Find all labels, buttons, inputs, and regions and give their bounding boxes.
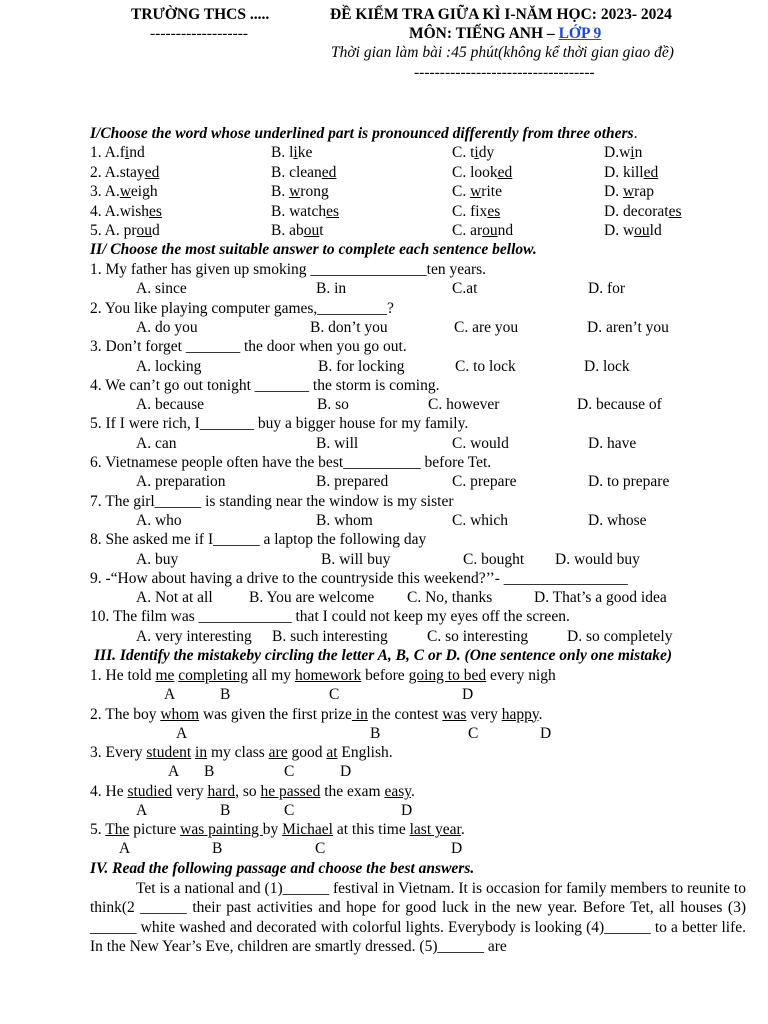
answer-option[interactable]: C. so interesting: [427, 627, 529, 645]
option-letter[interactable]: C: [468, 724, 479, 742]
part1-title-end: .: [633, 125, 638, 142]
option-letter[interactable]: C: [284, 801, 295, 819]
mistake-sentence: 4. He studied very hard, so he passed the exam easy.: [90, 782, 415, 800]
question-text: 4. We can’t go out tonight _______ the storm is coming.: [90, 376, 440, 394]
word-option: C. around: [452, 222, 514, 239]
option-letter[interactable]: C: [329, 686, 340, 703]
option-letter[interactable]: C: [315, 840, 326, 858]
exam-title: ĐỀ KIỂM TRA GIỮA KÌ I-NĂM HỌC: 2023- 2024: [330, 6, 672, 23]
option-letter[interactable]: A: [119, 840, 131, 858]
word-option: B. cleaned: [271, 164, 337, 181]
option-letter[interactable]: B: [220, 801, 231, 819]
option-letter[interactable]: D: [451, 840, 463, 858]
part1-title-text: I/Choose the word whose underlined part is pronounced differently from three others: [90, 125, 634, 142]
part2-title: II/ Choose the most suitable answer to complete each sentence bellow.: [90, 241, 537, 258]
option-letter[interactable]: D: [540, 724, 552, 742]
answer-option[interactable]: A. buy: [136, 550, 179, 568]
title-divider: -----------------------------------: [414, 64, 595, 81]
answer-option[interactable]: B. such interesting: [272, 627, 388, 645]
word-option: 3. A.weigh: [90, 183, 158, 200]
answer-option[interactable]: A. do you: [136, 318, 198, 336]
answer-option[interactable]: D. so completely: [567, 627, 673, 645]
answer-option[interactable]: B. prepared: [316, 473, 389, 491]
word-option: 5. A. proud: [90, 222, 160, 239]
answer-option[interactable]: B. for locking: [318, 357, 405, 375]
answer-option[interactable]: A. who: [136, 511, 182, 529]
question-text: 10. The film was ____________ that I could not keep my eyes off the screen.: [90, 608, 570, 626]
word-option: B. watches: [271, 203, 340, 220]
time-note: Thời gian làm bài :45 phút(không kể thời gian giao đề): [331, 44, 674, 61]
answer-option[interactable]: A. locking: [136, 357, 202, 375]
word-option: D. would: [604, 222, 662, 239]
passage-text: Tet is a national and (1)______ festival in Vietnam. It is occasion for family members to reunite to think(2 ______ their past activities and hope for good luck in the new year. Before Tet, all houses (3) ______ white washed and decorated with colorful lights. Everybody is looking (4)______ to a better life. In the New Year’s Eve, children are smartly dressed. (5)______ are: [90, 880, 746, 956]
option-letter[interactable]: D: [462, 686, 474, 703]
question-text: 8. She asked me if I______ a laptop the following day: [90, 531, 427, 549]
answer-option[interactable]: B. in: [316, 280, 347, 298]
word-option: D.win: [604, 144, 643, 161]
part3-title: III. Identify the mistakeby circling the letter A, B, C or D. (One sentence only one mistake): [94, 647, 673, 664]
question-text: 6. Vietnamese people often have the best__________ before Tet.: [90, 454, 492, 471]
answer-option[interactable]: A. can: [136, 434, 177, 452]
answer-option[interactable]: C. bought: [463, 550, 525, 568]
question-text: 7. The girl______ is standing near the window is my sister: [90, 492, 454, 510]
mistake-sentence: 2. The boy whom was given the first prize in the contest was very happy.: [90, 705, 543, 723]
question-text: 9. -“How about having a drive to the countryside this weekend?’’- ________________: [90, 569, 628, 587]
option-letter[interactable]: A: [164, 686, 176, 703]
word-option: B. wrong: [271, 183, 329, 200]
answer-option[interactable]: D. whose: [588, 511, 647, 529]
word-option: 2. A.stayed: [90, 164, 160, 181]
answer-option[interactable]: D. That’s a good idea: [534, 589, 667, 607]
subject-line: [409, 25, 601, 43]
word-option: 4. A.wishes: [90, 203, 162, 220]
answer-option[interactable]: D. have: [588, 434, 637, 452]
question-text: 5. If I were rich, I_______ buy a bigger house for my family.: [90, 415, 469, 433]
answer-option[interactable]: B. whom: [316, 511, 373, 529]
word-option: B. like: [271, 144, 313, 161]
answer-option[interactable]: C. to lock: [455, 357, 516, 375]
answer-option[interactable]: C. prepare: [452, 473, 517, 491]
part1-title: [90, 125, 637, 143]
word-option: B. about: [271, 222, 324, 239]
word-option: D. wrap: [604, 183, 654, 200]
answer-option[interactable]: D. to prepare: [588, 473, 670, 491]
word-option: C. looked: [452, 164, 513, 181]
word-option: C. tidy: [452, 144, 495, 161]
answer-option[interactable]: B. will: [316, 434, 359, 452]
answer-option[interactable]: B. You are welcome: [249, 589, 375, 607]
option-letter[interactable]: B: [204, 763, 215, 781]
answer-option[interactable]: C.at: [452, 280, 478, 298]
answer-option[interactable]: B. don’t you: [310, 318, 388, 336]
grade-link[interactable]: LỚP 9: [558, 25, 602, 42]
question-text: 1. My father has given up smoking _______________ten years.: [90, 261, 487, 278]
mistake-sentence: 3. Every student in my class are good at English.: [90, 744, 393, 762]
answer-option[interactable]: B. so: [317, 396, 349, 414]
option-letter[interactable]: C: [284, 763, 295, 781]
answer-option[interactable]: D. for: [588, 280, 626, 298]
mistake-sentence: 1. He told me completing all my homework before going to bed every nigh: [90, 667, 556, 684]
school-divider: -------------------: [150, 25, 249, 42]
question-text: 2. You like playing computer games,_________?: [90, 299, 394, 317]
part4-title: IV. Read the following passage and choose the best answers.: [90, 860, 475, 877]
answer-option[interactable]: C. would: [452, 434, 509, 452]
answer-option[interactable]: D. aren’t you: [587, 318, 669, 336]
answer-option[interactable]: C. however: [428, 396, 500, 414]
option-letter[interactable]: B: [220, 686, 231, 703]
option-letter[interactable]: D: [401, 801, 413, 819]
answer-option[interactable]: D. would buy: [555, 550, 640, 568]
question-text: 3. Don’t forget _______ the door when you go out.: [90, 338, 407, 356]
answer-option[interactable]: D. lock: [584, 357, 630, 375]
option-letter[interactable]: A: [136, 801, 148, 819]
word-option: 1. A.find: [90, 144, 145, 161]
answer-option[interactable]: A. Not at all: [136, 589, 213, 607]
answer-option[interactable]: B. will buy: [321, 550, 391, 568]
answer-option[interactable]: A. because: [136, 396, 204, 414]
word-option: D. killed: [604, 164, 659, 181]
word-option: C. fixes: [452, 203, 501, 220]
answer-option[interactable]: C. which: [452, 511, 508, 529]
option-letter[interactable]: A: [176, 724, 188, 742]
answer-option[interactable]: C. are you: [454, 318, 519, 336]
school-name: TRƯỜNG THCS .....: [131, 6, 270, 23]
option-letter[interactable]: A: [168, 763, 180, 781]
answer-option[interactable]: A. since: [136, 280, 187, 298]
answer-option[interactable]: C. No, thanks: [407, 589, 493, 607]
option-letter[interactable]: D: [340, 763, 352, 781]
word-option: D. decorates: [604, 203, 682, 220]
subject-label: MÔN: TIẾNG ANH –: [409, 25, 559, 42]
answer-option[interactable]: A. preparation: [136, 473, 226, 491]
answer-option[interactable]: D. because of: [577, 396, 662, 414]
option-letter[interactable]: B: [212, 840, 223, 858]
option-letter[interactable]: B: [370, 724, 381, 742]
answer-option[interactable]: A. very interesting: [136, 627, 252, 645]
mistake-sentence: 5. The picture was painting by Michael at this time last year.: [90, 821, 465, 839]
word-option: C. write: [452, 183, 502, 200]
